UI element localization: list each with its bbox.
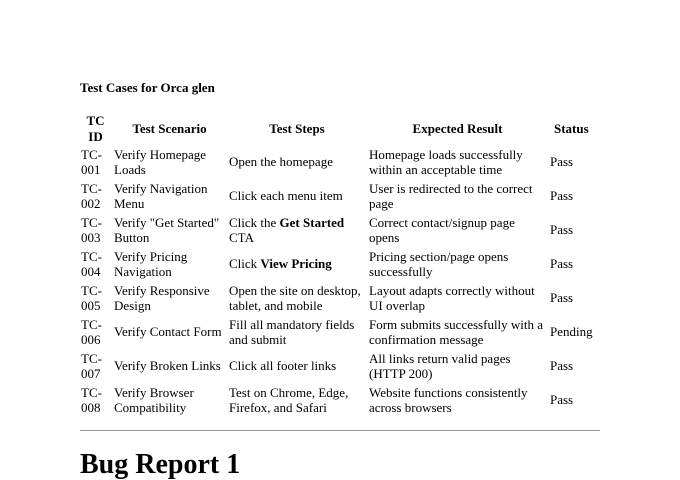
cell-tc-id: TC-004 bbox=[81, 248, 102, 279]
table-body bbox=[79, 145, 595, 417]
table-header-row bbox=[79, 112, 595, 145]
cell-status: Pending bbox=[550, 324, 593, 340]
cell-test-steps bbox=[227, 145, 367, 179]
steps-text: Click bbox=[229, 256, 261, 272]
table-row bbox=[79, 247, 595, 281]
column-header-expected-result: Expected Result bbox=[412, 120, 503, 136]
cell-tc-id: TC-002 bbox=[81, 180, 102, 211]
cell-expected-result: Homepage loads successfully within an acceptable time bbox=[369, 146, 523, 177]
steps-text: Open the site on desktop, tablet, and mobile bbox=[229, 282, 361, 313]
cell-status: Pass bbox=[550, 256, 574, 272]
cell-test-scenario: Verify Pricing Navigation bbox=[114, 248, 188, 279]
cell-expected-result: Form submits successfully with a confirmation message bbox=[369, 316, 544, 347]
cell-test-scenario: Verify Browser Compatibility bbox=[114, 384, 194, 415]
cell-test-steps bbox=[227, 315, 367, 349]
steps-emphasis: Get Started bbox=[279, 214, 345, 230]
cell-test-steps bbox=[227, 349, 367, 383]
table-row bbox=[79, 145, 595, 179]
cell-tc-id: TC-008 bbox=[81, 384, 102, 415]
cell-status: Pass bbox=[550, 154, 574, 170]
cell-status: Pass bbox=[550, 188, 574, 204]
cell-expected-result: Pricing section/page opens successfully bbox=[369, 248, 509, 279]
cell-expected-result: Correct contact/signup page opens bbox=[369, 214, 515, 245]
cell-expected-result: Website functions consistently across browsers bbox=[369, 384, 528, 415]
cell-test-scenario: Verify Responsive Design bbox=[114, 282, 210, 313]
steps-text-tail: CTA bbox=[229, 230, 254, 245]
steps-text: Fill all mandatory fields and submit bbox=[229, 316, 355, 347]
table-row bbox=[79, 383, 595, 417]
next-section-heading: Bug Report 1 bbox=[80, 449, 241, 480]
cell-expected-result: All links return valid pages (HTTP 200) bbox=[369, 350, 511, 381]
column-header-status: Status bbox=[553, 120, 589, 136]
cell-status: Pass bbox=[550, 290, 574, 306]
steps-text: Open the homepage bbox=[229, 154, 333, 170]
test-cases-table bbox=[79, 112, 595, 417]
cell-test-steps bbox=[227, 179, 367, 213]
steps-text: Test on Chrome, Edge, Firefox, and Safari bbox=[229, 384, 349, 415]
cell-expected-result: User is redirected to the correct page bbox=[369, 180, 533, 211]
cell-status: Pass bbox=[550, 358, 574, 374]
cell-test-scenario: Verify Broken Links bbox=[114, 358, 221, 374]
cell-test-scenario: Verify Contact Form bbox=[114, 324, 222, 340]
cell-tc-id: TC-007 bbox=[81, 350, 102, 381]
column-header-test-scenario: Test Scenario bbox=[132, 120, 207, 136]
cell-test-steps bbox=[227, 247, 367, 281]
cell-test-steps bbox=[227, 281, 367, 315]
cell-tc-id: TC-003 bbox=[81, 214, 102, 245]
cell-status: Pass bbox=[550, 392, 574, 408]
steps-text: Click all footer links bbox=[229, 358, 337, 374]
steps-text: Click each menu item bbox=[229, 188, 343, 204]
steps-emphasis: View Pricing bbox=[260, 256, 332, 272]
steps-text: Click the bbox=[229, 214, 280, 230]
cell-tc-id: TC-001 bbox=[81, 146, 102, 177]
cell-tc-id: TC-006 bbox=[81, 316, 102, 347]
cell-expected-result: Layout adapts correctly without UI overlap bbox=[369, 282, 535, 313]
cell-test-scenario: Verify Homepage Loads bbox=[114, 146, 207, 177]
table-row bbox=[79, 179, 595, 213]
column-header-test-steps: Test Steps bbox=[269, 120, 325, 136]
cell-test-steps bbox=[227, 383, 367, 417]
table-row bbox=[79, 281, 595, 315]
cell-test-scenario: Verify "Get Started" Button bbox=[114, 214, 220, 245]
table-row bbox=[79, 315, 595, 349]
cell-status: Pass bbox=[550, 222, 574, 238]
column-header-tc-id: TC ID bbox=[86, 113, 105, 144]
section-heading: Test Cases for Orca glen bbox=[80, 80, 215, 95]
cell-test-steps bbox=[227, 213, 367, 247]
cell-test-scenario: Verify Navigation Menu bbox=[114, 180, 208, 211]
table-row bbox=[79, 213, 595, 247]
table-row bbox=[79, 349, 595, 383]
cell-tc-id: TC-005 bbox=[81, 282, 102, 313]
horizontal-divider bbox=[80, 430, 600, 431]
